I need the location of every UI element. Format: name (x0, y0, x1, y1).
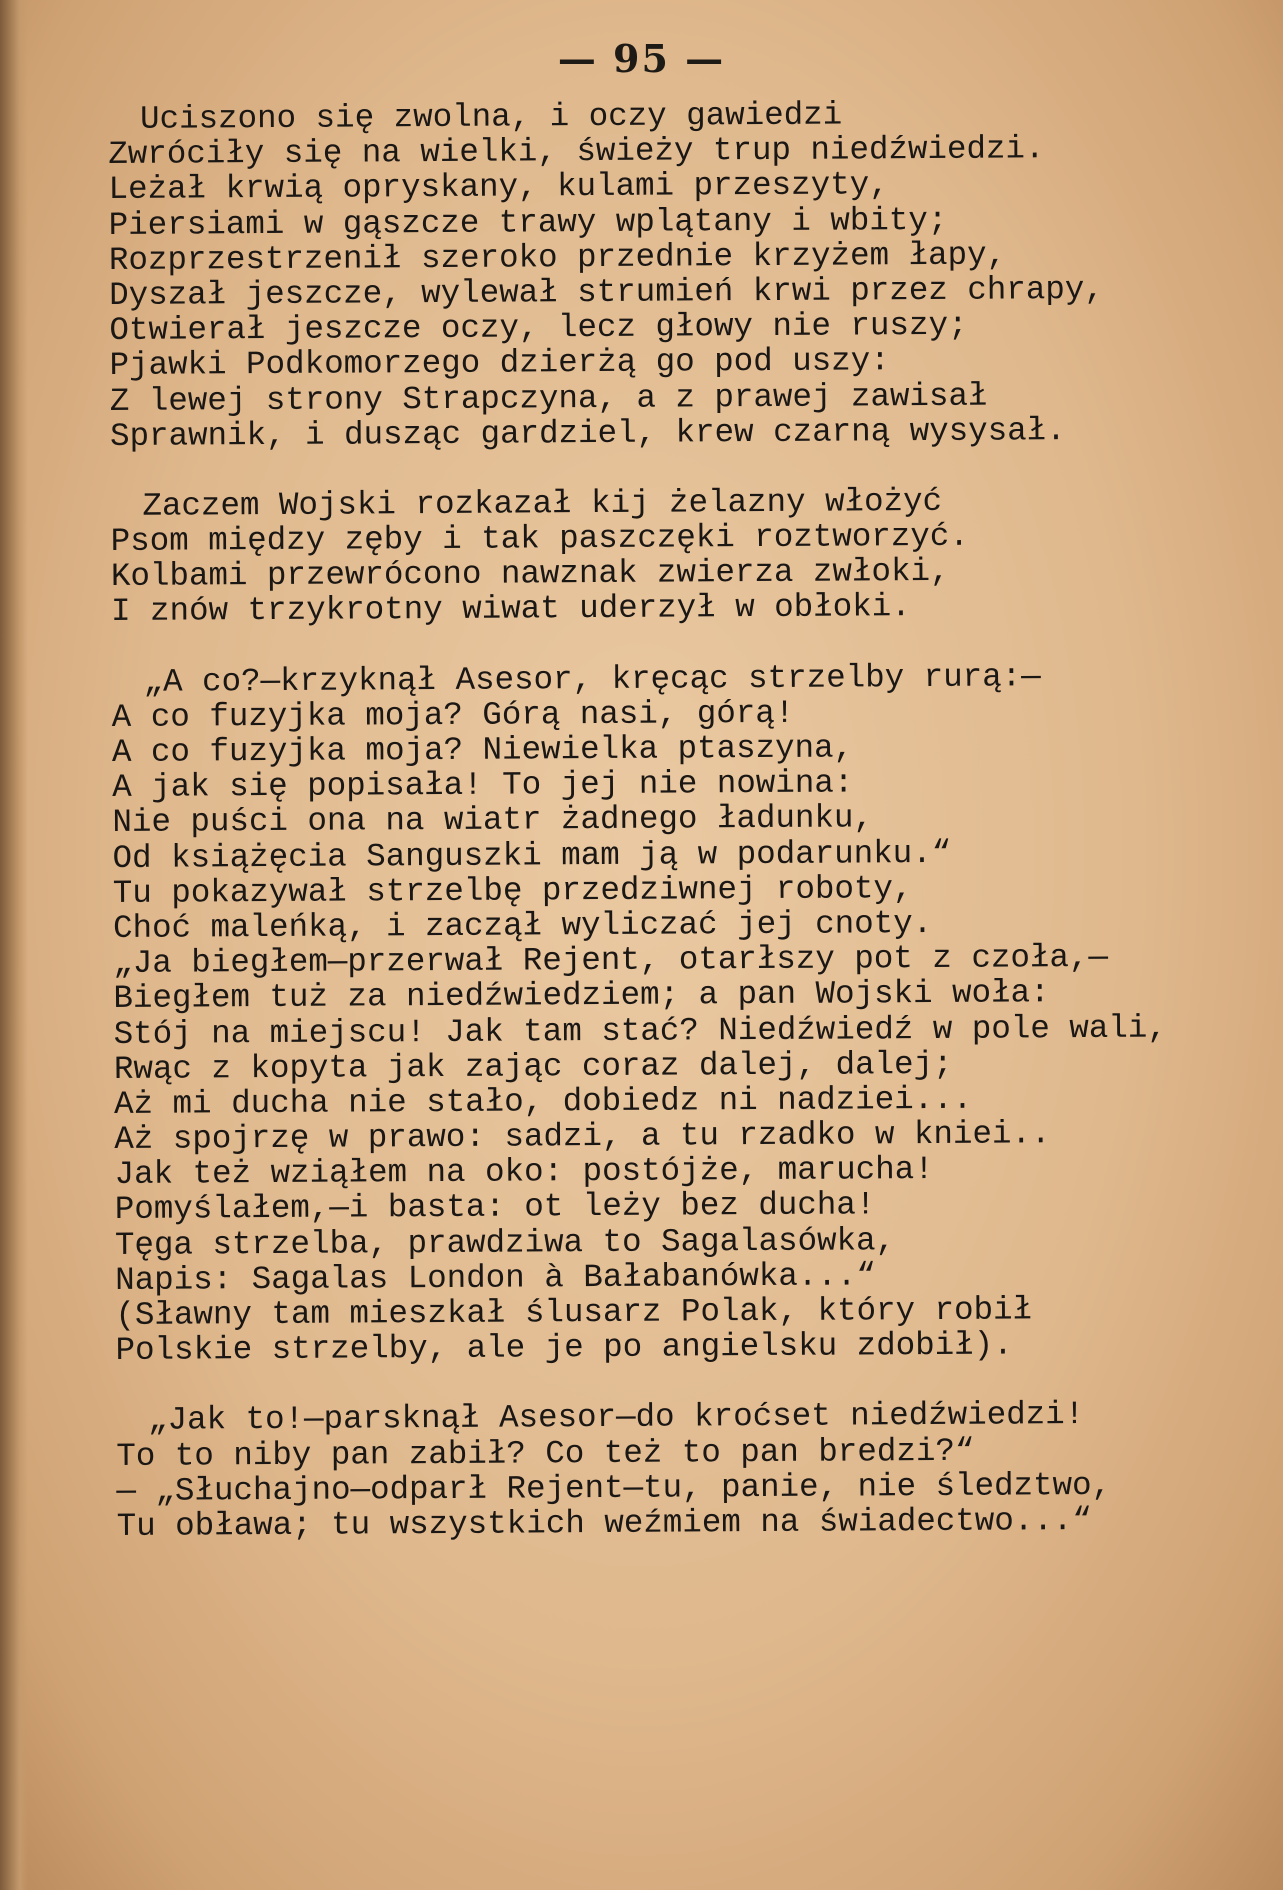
poem-line: A jak się popisała! To jej nie nowina: (112, 764, 854, 807)
poem-line: „Jak to!—parsknął Asesor—do kroćset niedźwiedzi! (147, 1396, 1085, 1440)
poem-line: A co fuzyjka moja? Niewielka ptaszyna, (111, 729, 854, 771)
poem-line: Piersiami w gąszcze trawy wplątany i wbity; (108, 201, 948, 244)
poem-line: Napis: Sagalas London à Bałabanówka...“ (115, 1257, 876, 1299)
poem-line: — „Słuchajno—odparł Rejent—tu, panie, nie śledztwo, (116, 1466, 1112, 1510)
poem-text (108, 95, 1267, 1544)
poem-line: Biegłem tuż za niedźwiedziem; a pan Wojski woła: (113, 974, 1050, 1018)
page-number: — 95 — (557, 36, 726, 81)
poem-line: Nie puści ona na wiatr żadnego ładunku, (112, 799, 874, 842)
poem-line: Psom między zęby i tak paszczęki roztworzyć. (110, 517, 969, 561)
poem-line: Sprawnik, i dusząc gardziel, krew czarną wysysał. (109, 411, 1066, 455)
poem-line: Pjawki Podkomorzego dzierżą go pod uszy: (109, 342, 890, 385)
poem-line: A co fuzyjka moja? Górą nasi, górą! (111, 694, 795, 736)
poem-line: Rozprzestrzenił szeroko przednie krzyżem łapy, (108, 236, 1007, 279)
poem-line: Otwierał jeszcze oczy, lecz głowy nie ruszy; (109, 306, 968, 350)
poem-line: „Ja biegłem—przerwał Rejent, otarłszy pot z czoła,— (113, 939, 1109, 983)
poem-line: Tu obława; tu wszystkich weźmiem na świadectwo...“ (116, 1501, 1092, 1545)
poem-line: Zaczem Wojski rozkazał kij żelazny włożyć (142, 482, 943, 525)
poem-line: Rwąc z kopyta jak zając coraz dalej, dalej; (113, 1045, 953, 1088)
poem-line: Uciszono się zwolna, i oczy gawiedzi (139, 96, 843, 138)
poem-line: „A co?—krzyknął Asesor, kręcąc strzelby rurą:— (143, 657, 1041, 701)
poem-line: Kolbami przewrócono nawznak zwierza zwłoki, (110, 553, 950, 596)
poem-line: Dyszał jeszcze, wylewał strumień krwi przez chrapy, (109, 270, 1104, 314)
poem-line: Aż mi ducha nie stało, dobiedz ni nadziei... (114, 1080, 973, 1123)
poem-line: Tu pokazywał strzelbę przedziwnej roboty, (112, 869, 913, 912)
poem-line: Aż spojrzę w prawo: sadzi, a tu rzadko w kniei.. (114, 1115, 1051, 1159)
poem-line: I znów trzykrotny wiwat uderzył w obłoki. (111, 588, 911, 631)
poem-line: Zwróciły się na wielki, świeży trup niedźwiedzi. (108, 130, 1045, 174)
poem-line: (Sławny tam mieszkał ślusarz Polak, który robił (115, 1291, 1033, 1334)
poem-line: Od książęcia Sanguszki mam ją w podarunku.“ (112, 834, 952, 877)
poem-line: Leżał krwią opryskany, kulami przeszyty, (108, 166, 889, 209)
poem-line: Pomyślałem,—i basta: ot leży bez ducha! (114, 1186, 876, 1229)
poem-line: Choć maleńką, i zaczął wyliczać jej cnoty. (112, 904, 933, 947)
poem-line: Z lewej strony Strapczyna, a z prawej zawisał (109, 377, 988, 420)
poem-line: Polskie strzelby, ale je po angielsku zdobił). (115, 1326, 1013, 1370)
poem-line: To to niby pan zabił? Co też to pan bredzi?“ (116, 1432, 975, 1475)
poem-line: Jak też wziąłem na oko: postójże, marucha! (114, 1151, 934, 1194)
page-spine-shadow (0, 0, 28, 1890)
poem-line: Stój na miejscu! Jak tam stać? Niedźwiedź w pole wali, (113, 1009, 1167, 1053)
poem-line: Tęga strzelba, prawdziwa to Sagalasówka, (114, 1221, 896, 1264)
